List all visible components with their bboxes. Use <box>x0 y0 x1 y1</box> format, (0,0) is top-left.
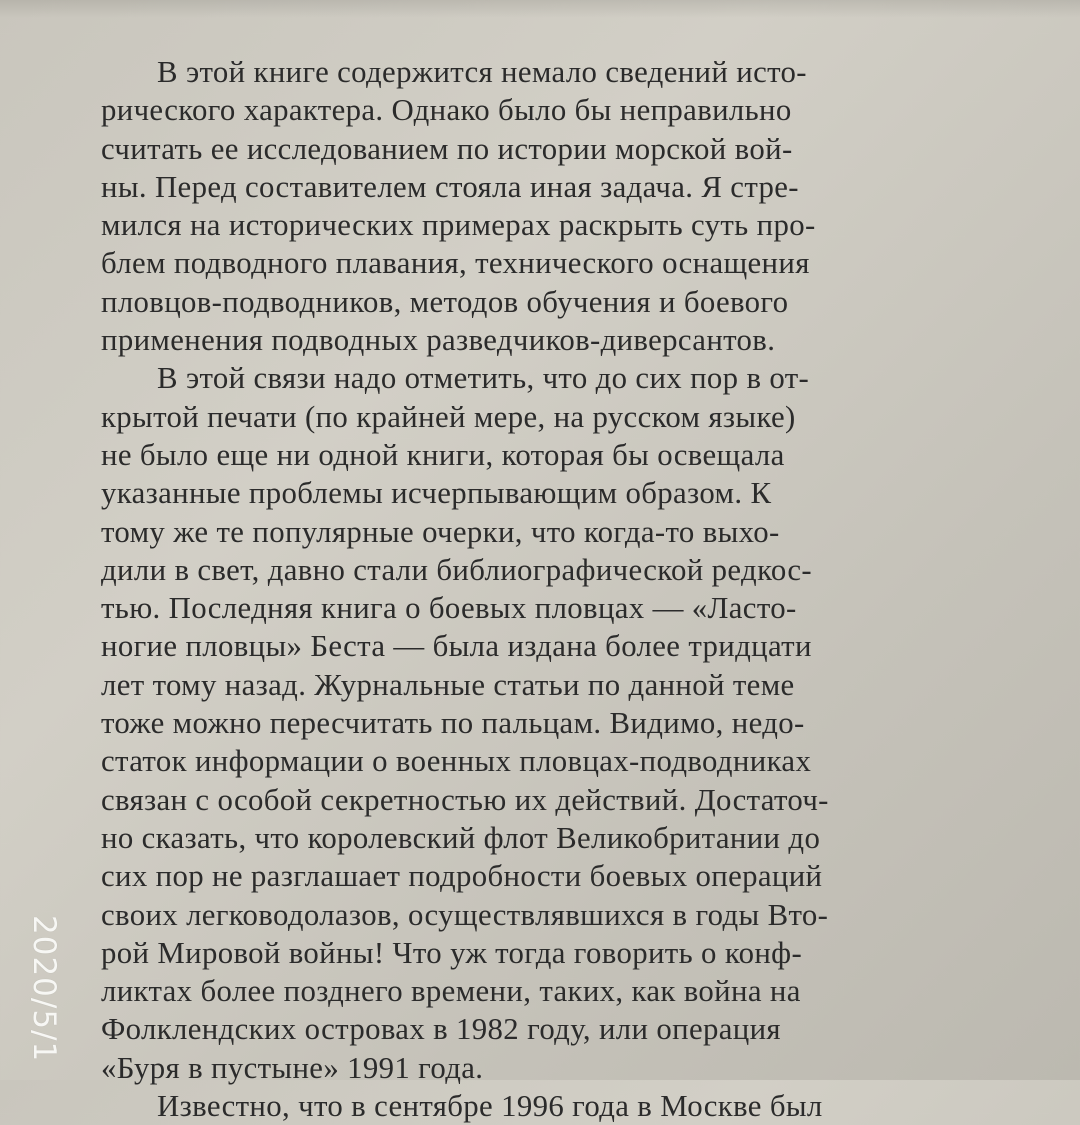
text-line: блем подводного плавания, технического оснащения <box>101 246 810 281</box>
text-line: В этой книге содержится немало сведений исто- <box>157 55 807 89</box>
text-line: крытой печати (по крайней мере, на русском языке) <box>101 399 796 434</box>
book-text <box>101 53 916 1125</box>
text-line: но сказать, что королевский флот Великобритании до <box>101 820 821 855</box>
text-line: своих легководолазов, осуществлявшихся в годы Вто- <box>101 897 829 932</box>
text-line: ны. Перед составителем стояла иная задача. Я стре- <box>101 169 799 204</box>
photo-date-watermark: 2020/5/1 <box>26 915 62 1063</box>
text-line: тоже можно пересчитать по пальцам. Видимо, недо- <box>101 706 805 741</box>
text-line: статок информации о военных пловцах-подводниках <box>101 744 812 779</box>
text-line: пловцов-подводников, методов обучения и боевого <box>101 284 789 319</box>
text-line: «Буря в пустыне» 1991 года. <box>101 1050 484 1085</box>
text-line: сих пор не разглашает подробности боевых операций <box>101 859 823 894</box>
text-line: Известно, что в сентябре 1996 года в Москве был <box>157 1089 823 1124</box>
text-line: связан с особой секретностью их действий. Достаточ- <box>101 782 829 817</box>
text-line: тью. Последняя книга о боевых пловцах — «Ласто- <box>101 591 797 626</box>
text-line: мился на исторических примерах раскрыть суть про- <box>101 208 816 243</box>
text-line: указанные проблемы исчерпывающим образом. К <box>101 476 772 511</box>
text-line: рой Мировой войны! Что уж тогда говорить о конф- <box>101 935 803 970</box>
text-line: лет тому назад. Журнальные статьи по данной теме <box>101 667 795 702</box>
text-line: применения подводных разведчиков-диверсантов. <box>101 323 776 358</box>
text-line: В этой связи надо отметить, что до сих пор в от- <box>157 361 810 396</box>
text-line: ликтах более позднего времени, таких, как война на <box>101 974 801 1009</box>
text-line: считать ее исследованием по истории морской вой- <box>101 131 793 166</box>
text-line: рического характера. Однако было бы неправильно <box>101 93 792 128</box>
text-line: дили в свет, давно стали библиографической редкос- <box>101 552 812 587</box>
page-fold-shadow <box>0 0 1080 18</box>
text-line: тому же те популярные очерки, что когда-то выхо- <box>101 514 780 549</box>
text-line: ногие пловцы» Беста — была издана более тридцати <box>101 629 812 664</box>
text-line: не было еще ни одной книги, которая бы освещала <box>101 437 785 472</box>
text-line: Фолклендских островах в 1982 году, или операция <box>101 1012 781 1047</box>
